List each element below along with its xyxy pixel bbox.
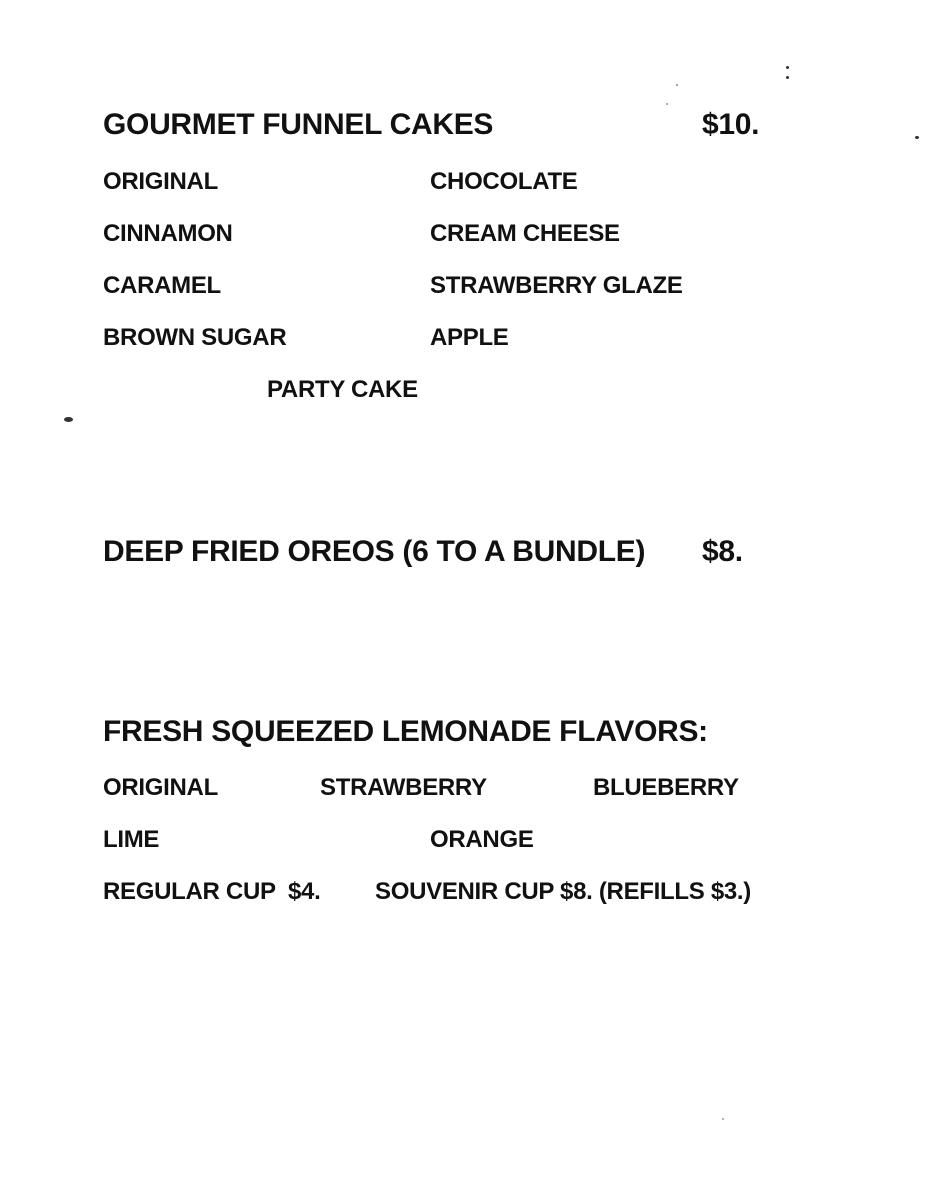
lemonade-title: FRESH SQUEEZED LEMONADE FLAVORS: bbox=[103, 715, 708, 748]
scan-speck bbox=[676, 84, 678, 86]
scan-speck bbox=[722, 1118, 724, 1120]
funnel-flavor-cream-cheese: CREAM CHEESE bbox=[430, 220, 620, 247]
scan-speck bbox=[666, 103, 668, 105]
scan-speck bbox=[64, 417, 73, 422]
lemonade-flavor-lime: LIME bbox=[103, 826, 160, 853]
lemonade-flavor-original: ORIGINAL bbox=[103, 774, 218, 801]
funnel-flavor-brown-sugar: BROWN SUGAR bbox=[103, 324, 287, 351]
scan-speck bbox=[915, 136, 919, 139]
lemonade-flavor-blueberry: BLUEBERRY bbox=[593, 774, 739, 801]
oreos-title: DEEP FRIED OREOS (6 TO A BUNDLE) bbox=[103, 535, 646, 568]
funnel-flavor-chocolate: CHOCOLATE bbox=[430, 168, 578, 195]
oreos-price: $8. bbox=[702, 535, 743, 568]
scan-speck bbox=[786, 66, 789, 69]
lemonade-regular-cup-price: REGULAR CUP $4. bbox=[103, 878, 321, 905]
lemonade-flavor-orange: ORANGE bbox=[430, 826, 534, 853]
funnel-flavor-original: ORIGINAL bbox=[103, 168, 218, 195]
scan-speck bbox=[786, 76, 789, 79]
lemonade-flavor-strawberry: STRAWBERRY bbox=[320, 774, 487, 801]
funnel-cakes-price: $10. bbox=[702, 108, 760, 141]
funnel-flavor-caramel: CARAMEL bbox=[103, 272, 221, 299]
lemonade-souvenir-cup-price: SOUVENIR CUP $8. (REFILLS $3.) bbox=[375, 878, 751, 905]
funnel-cakes-title: GOURMET FUNNEL CAKES bbox=[103, 108, 494, 141]
funnel-flavor-apple: APPLE bbox=[430, 324, 509, 351]
funnel-flavor-strawberry-glaze: STRAWBERRY GLAZE bbox=[430, 272, 683, 299]
funnel-flavor-cinnamon: CINNAMON bbox=[103, 220, 233, 247]
funnel-party-cake: PARTY CAKE bbox=[267, 376, 418, 403]
